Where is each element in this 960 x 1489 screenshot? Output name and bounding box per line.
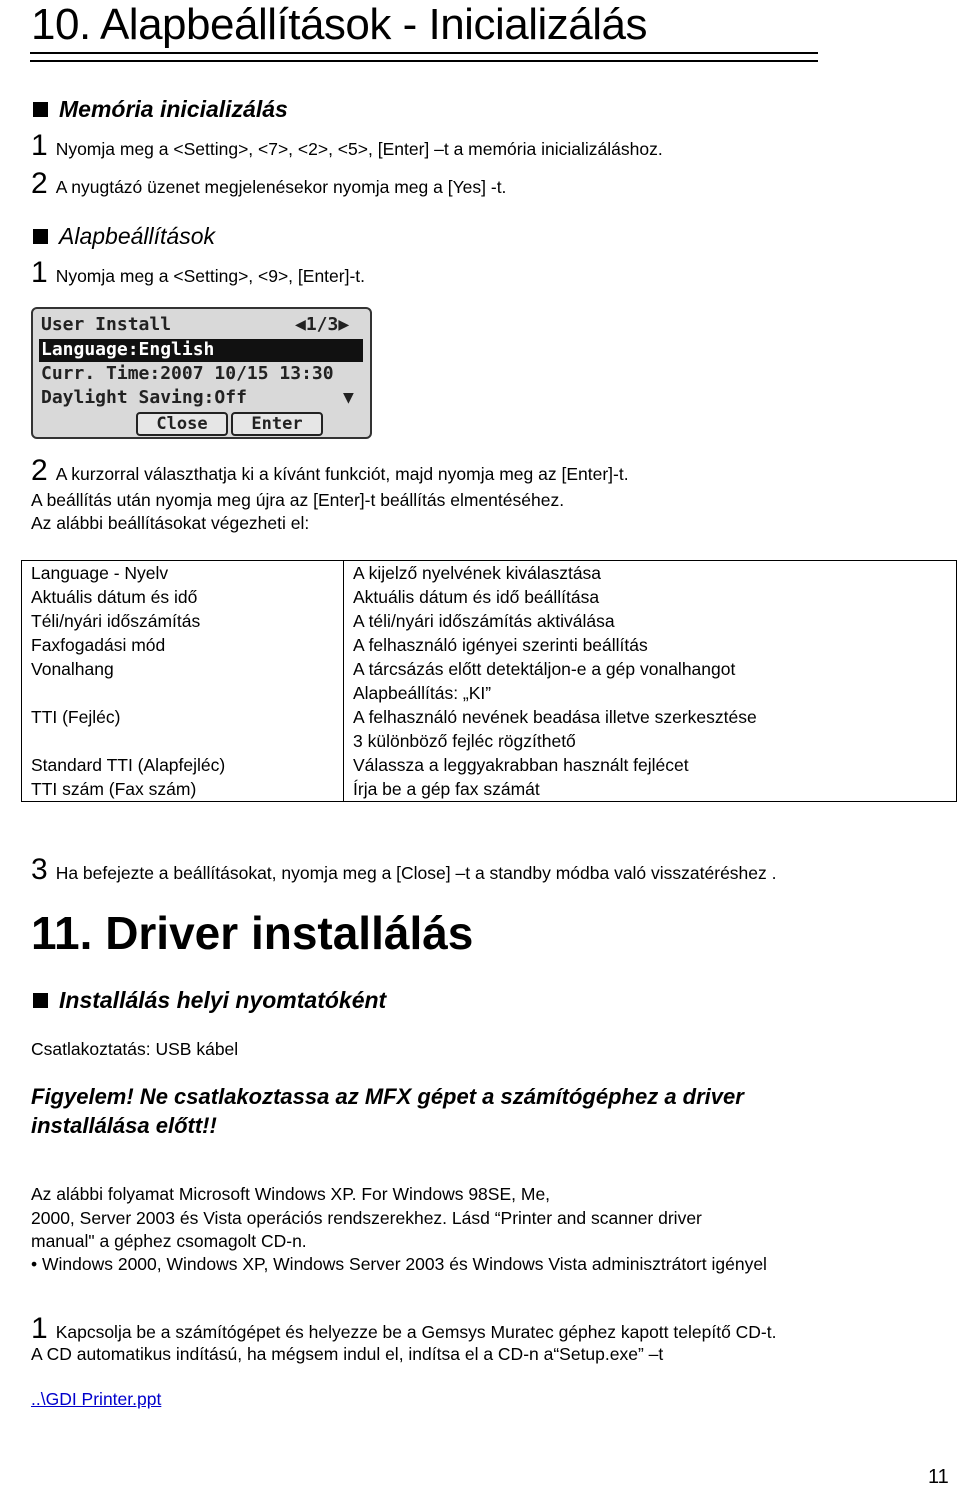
info-line-1: Az alábbi folyamat Microsoft Windows XP. For Windows 98SE, Me, [31,1184,551,1204]
table-right-cell: Aktuális dátum és idő beállítása [353,587,600,607]
step-text: Nyomja meg a <Setting>, <7>, <2>, <5>, [Enter] –t a memória inicializáláshoz. [55,139,663,159]
step-basic-1 [31,258,365,288]
section-heading-memory-text: Memória inicializálás [59,96,288,122]
table-right-cell: A felhasználó igényei szerinti beállítás [353,635,648,655]
table-right-cell: 3 különböző fejléc rögzíthető [353,731,576,751]
table-right-cell: A kijelző nyelvének kiválasztása [353,563,602,583]
section-heading-memory [33,96,288,123]
step-basic-2-line2: A beállítás után nyomja meg újra az [Enter]-t beállítás elmentéséhez. [31,490,565,510]
step-local-1 [31,1314,777,1344]
lcd-display [31,307,372,439]
settings-table [21,560,957,802]
table-right-cell: Válassza a leggyakrabban használt fejlécet [353,755,689,775]
square-bullet-icon [33,102,48,117]
square-bullet-icon [33,229,48,244]
table-left-cell: Faxfogadási mód [31,635,166,655]
step-basic-3 [31,855,777,885]
info-line-4: • Windows 2000, Windows XP, Windows Server 2003 és Windows Vista adminisztrátort igényel [31,1254,767,1274]
warning-line-2: installálása előtt!! [31,1113,217,1138]
lcd-line-daylight: Daylight Saving:Off [41,387,247,408]
step-text: Kapcsolja be a számítógépet és helyezze be a Gemsys Muratec géphez kapott telepítő CD-t. [55,1322,777,1342]
lcd-title: User Install [41,314,172,335]
table-divider [343,561,344,801]
step-number: 2 [31,454,48,487]
down-arrow-icon: ▼ [343,387,354,408]
section-title-driver: 11. Driver installálás [31,907,474,959]
info-line-2: 2000, Server 2003 és Vista operációs rendszerekhez. Lásd “Printer and scanner driver [31,1208,702,1228]
lcd-close-button: Close [136,412,228,436]
step-text: A kurzorral választhatja ki a kívánt funkciót, majd nyomja meg az [Enter]-t. [55,464,629,484]
step-number: 1 [31,129,48,162]
step-basic-2-line3: Az alábbi beállításokat végezheti el: [31,513,310,533]
table-left-cell: Téli/nyári időszámítás [31,611,201,631]
connection-text: Csatlakoztatás: USB kábel [31,1039,239,1059]
lcd-enter-button: Enter [231,412,323,436]
step-number: 3 [31,853,48,886]
table-left-cell: Language - Nyelv [31,563,169,583]
title-rule [30,52,818,62]
square-bullet-icon [33,993,48,1008]
table-left-cell: TTI (Fejléc) [31,707,121,727]
table-right-cell: Írja be a gép fax számát [353,779,540,799]
step-number: 2 [31,167,48,200]
lcd-page-indicator: ◀1/3▶ [295,314,350,335]
section-heading-local [33,987,386,1014]
step-number: 1 [31,256,48,289]
step-text: A nyugtázó üzenet megjelenésekor nyomja meg a [Yes] -t. [55,177,507,197]
table-right-cell: A téli/nyári időszámítás aktiválása [353,611,615,631]
info-line-3: manual" a géphez csomagolt CD-n. [31,1231,307,1251]
step-text: Nyomja meg a <Setting>, <9>, [Enter]-t. [55,266,366,286]
section-heading-local-text: Installálás helyi nyomtatóként [59,987,387,1013]
table-left-cell: Standard TTI (Alapfejléc) [31,755,226,775]
table-left-cell: Aktuális dátum és idő [31,587,198,607]
table-left-cell: TTI szám (Fax szám) [31,779,197,799]
gdi-printer-link[interactable]: ..\GDI Printer.ppt [31,1389,162,1409]
section-heading-basic-text: Alapbeállítások [59,223,215,249]
step-memory-2 [31,169,506,199]
lcd-selected-line: Language:English [41,339,215,360]
page-title: 10. Alapbeállítások - Inicializálás [31,0,647,49]
warning-line-1: Figyelem! Ne csatlakoztassa az MFX gépet a számítógéphez a driver [31,1084,744,1109]
table-left-cell: Vonalhang [31,659,114,679]
table-right-cell: Alapbeállítás: „KI” [353,683,492,703]
table-right-cell: A felhasználó nevének beadása illetve szerkesztése [353,707,757,727]
table-right-cell: A tárcsázás előtt detektáljon-e a gép vonalhangot [353,659,736,679]
page-number: 11 [928,1466,949,1488]
step-text: Ha befejezte a beállításokat, nyomja meg a [Close] –t a standby módba való visszatéréshez . [55,863,777,883]
step-basic-2 [31,456,629,486]
step-local-1-line2: A CD automatikus indítású, ha mégsem indul el, indítsa el a CD-n a“Setup.exe” –t [31,1344,664,1364]
step-memory-1 [31,131,663,161]
step-number: 1 [31,1312,48,1345]
lcd-line-time: Curr. Time:2007 10/15 13:30 [41,363,334,384]
section-heading-basic [33,223,215,250]
